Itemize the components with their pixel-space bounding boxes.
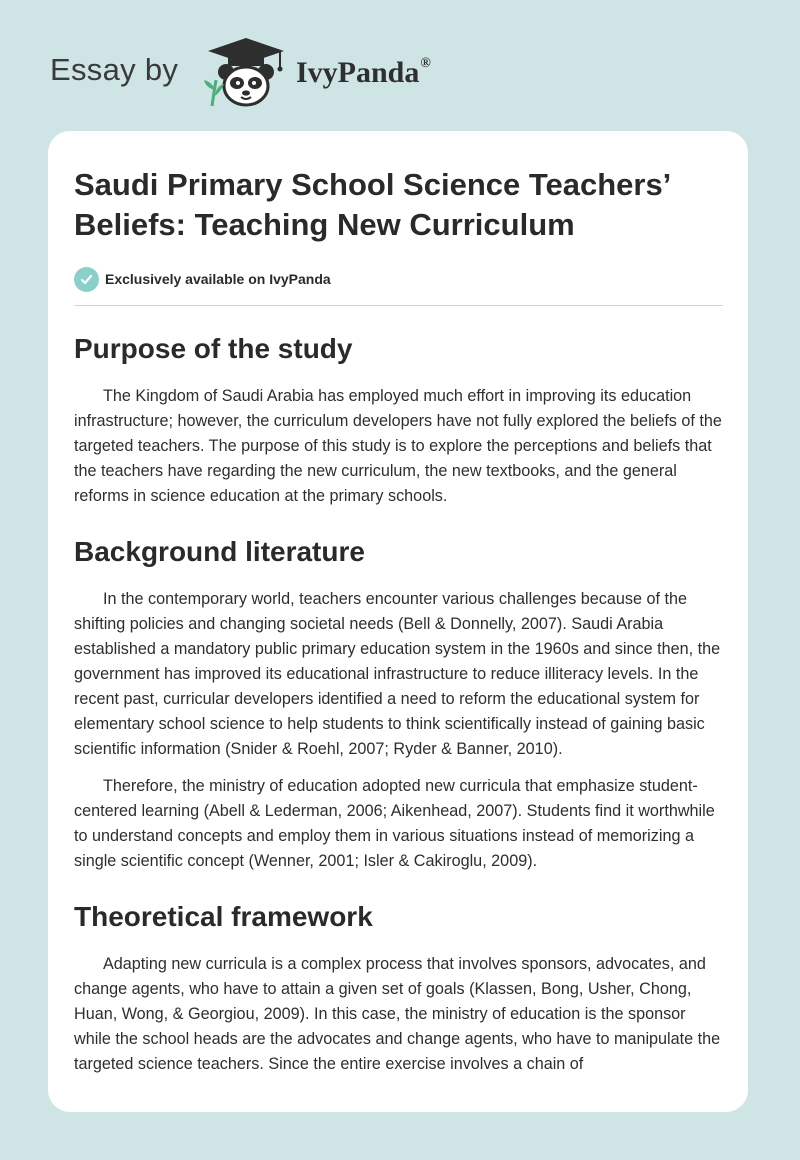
- essay-content: [74, 165, 723, 1077]
- brand-name: IvyPanda: [296, 56, 420, 89]
- exclusive-badge: [74, 266, 723, 292]
- section-heading-framework: Theoretical framework: [74, 901, 373, 932]
- page-title: Saudi Primary School Science Teachers’ Beliefs: Teaching New Curriculum: [74, 167, 670, 242]
- exclusive-label: Exclusively available on IvyPanda: [105, 271, 331, 287]
- panda-graduate-icon[interactable]: [200, 34, 292, 110]
- divider: [74, 305, 723, 306]
- essay-by-label: Essay by: [50, 52, 179, 87]
- essay-card: [48, 131, 748, 1112]
- section-heading-background: Background literature: [74, 536, 365, 567]
- paragraph: In the contemporary world, teachers encounter various challenges because of the shifting policies and changing societal needs (Bell & Donnelly, 2007). Saudi Arabia established a mandatory public primary education system in the 1960s and since then, the government has improved its educational infrastructure to reduce illiteracy levels. In the recent past, curricular developers identified a need to reform the educational system for elementary school science to help students to think scientifically instead of gaining basic scientific information (Snider & Roehl, 2007; Ryder & Banner, 2010).: [74, 590, 721, 758]
- check-icon: [74, 267, 99, 292]
- section-heading-purpose: Purpose of the study: [74, 333, 353, 364]
- paragraph: Therefore, the ministry of education adopted new curricula that emphasize student-centered learning (Abell & Lederman, 2006; Aikenhead, 2007). Students find it worthwhile to understand concepts and employ them in various situations instead of memorizing a single scientific concept (Wenner, 2001; Isler & Cakiroglu, 2009).: [74, 777, 715, 870]
- paragraph: Adapting new curricula is a complex process that involves sponsors, advocates, and change agents, who have to attain a given set of goals (Klassen, Bong, Usher, Chong, Huan, Wong, & Georgiou, 2009). In this case, the ministry of education is the sponsor while the school heads are the advocates and change agents, who have to manipulate the targeted science teachers. Since the entire exercise involves a chain of: [74, 955, 721, 1073]
- paragraph: The Kingdom of Saudi Arabia has employed much effort in improving its education infrastructure; however, the curriculum developers have not fully explored the beliefs of the targeted teachers. The purpose of this study is to explore the perceptions and beliefs that the teachers have regarding the new curriculum, the new textbooks, and the general reforms in science education at the primary schools.: [74, 387, 722, 505]
- site-header: [0, 0, 800, 130]
- registered-mark: ®: [420, 56, 431, 71]
- brand-logo[interactable]: [296, 56, 431, 90]
